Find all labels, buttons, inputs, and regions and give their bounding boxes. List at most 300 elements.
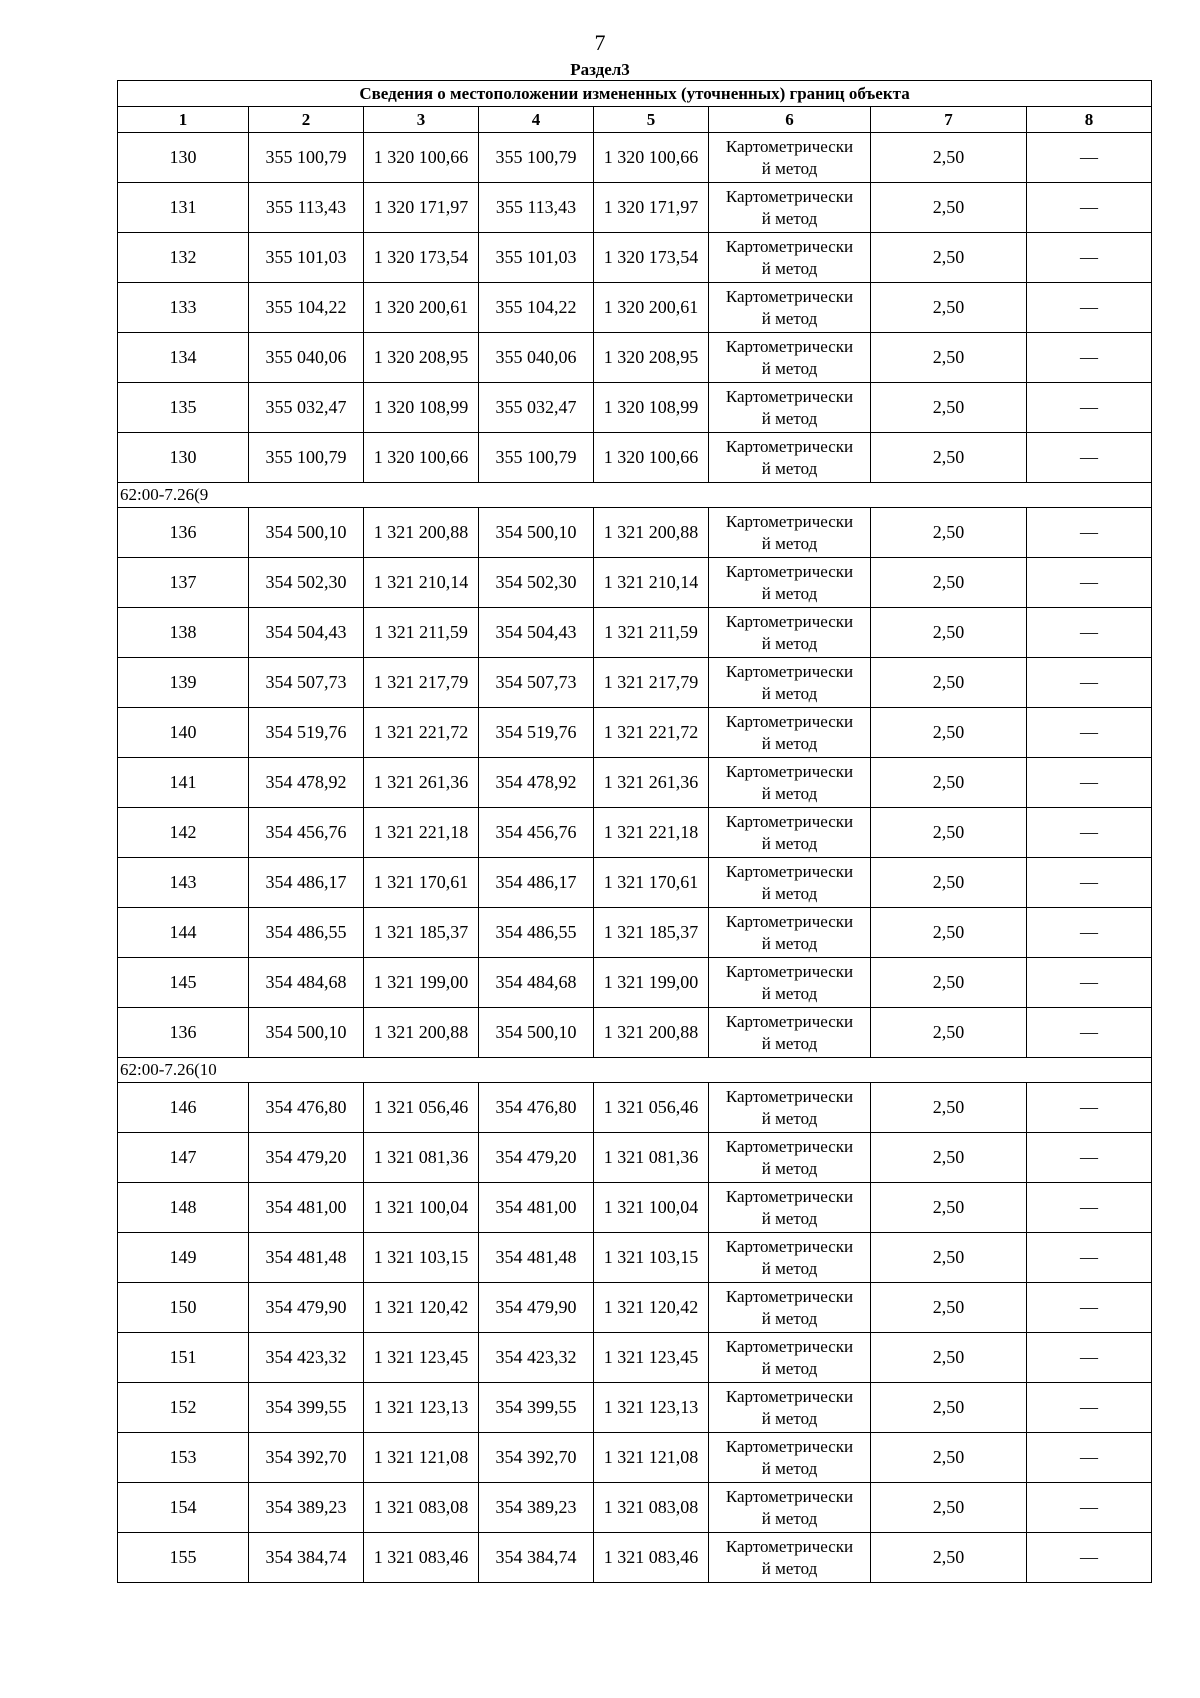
method-line1: Картометрически bbox=[725, 1336, 854, 1356]
point-number-cell: 146 bbox=[118, 1083, 249, 1133]
y-existing-cell: 1 320 108,99 bbox=[364, 383, 479, 433]
x-new-cell: 354 399,55 bbox=[479, 1383, 594, 1433]
y-new-cell: 1 321 120,42 bbox=[594, 1283, 709, 1333]
method-cell bbox=[709, 958, 871, 1008]
table-row bbox=[118, 658, 1152, 708]
x-existing-cell: 355 040,06 bbox=[249, 333, 364, 383]
method-cell bbox=[709, 1433, 871, 1483]
table-row bbox=[118, 708, 1152, 758]
description-cell: — bbox=[1027, 1383, 1152, 1433]
accuracy-cell: 2,50 bbox=[871, 1383, 1027, 1433]
method-cell bbox=[709, 433, 871, 483]
method-line1: Картометрически bbox=[725, 1236, 854, 1256]
y-new-cell: 1 321 185,37 bbox=[594, 908, 709, 958]
method-line2: й метод bbox=[761, 583, 818, 603]
x-new-cell: 354 456,76 bbox=[479, 808, 594, 858]
method-line1: Картометрически bbox=[725, 1186, 854, 1206]
x-new-cell: 354 476,80 bbox=[479, 1083, 594, 1133]
y-existing-cell: 1 321 185,37 bbox=[364, 908, 479, 958]
x-new-cell: 354 384,74 bbox=[479, 1533, 594, 1583]
y-new-cell: 1 321 100,04 bbox=[594, 1183, 709, 1233]
accuracy-cell: 2,50 bbox=[871, 1083, 1027, 1133]
method-line2: й метод bbox=[761, 258, 818, 278]
method-line2: й метод bbox=[761, 408, 818, 428]
method-line1: Картометрически bbox=[725, 911, 854, 931]
table-row bbox=[118, 433, 1152, 483]
x-new-cell: 354 486,17 bbox=[479, 858, 594, 908]
accuracy-cell: 2,50 bbox=[871, 133, 1027, 183]
y-existing-cell: 1 321 121,08 bbox=[364, 1433, 479, 1483]
method-cell bbox=[709, 858, 871, 908]
method-cell bbox=[709, 383, 871, 433]
point-number-cell: 138 bbox=[118, 608, 249, 658]
table-row bbox=[118, 233, 1152, 283]
y-new-cell: 1 320 171,97 bbox=[594, 183, 709, 233]
y-existing-cell: 1 321 199,00 bbox=[364, 958, 479, 1008]
table-row bbox=[118, 383, 1152, 433]
point-number-cell: 145 bbox=[118, 958, 249, 1008]
y-new-cell: 1 321 103,15 bbox=[594, 1233, 709, 1283]
method-cell bbox=[709, 183, 871, 233]
table-row bbox=[118, 1233, 1152, 1283]
method-line1: Картометрически bbox=[725, 136, 854, 156]
method-line2: й метод bbox=[761, 883, 818, 903]
method-line2: й метод bbox=[761, 1508, 818, 1528]
description-cell: — bbox=[1027, 958, 1152, 1008]
accuracy-cell: 2,50 bbox=[871, 183, 1027, 233]
x-new-cell: 354 479,20 bbox=[479, 1133, 594, 1183]
table-row bbox=[118, 1333, 1152, 1383]
method-cell bbox=[709, 1533, 871, 1583]
method-cell bbox=[709, 283, 871, 333]
y-new-cell: 1 320 208,95 bbox=[594, 333, 709, 383]
method-cell bbox=[709, 1133, 871, 1183]
method-cell bbox=[709, 1333, 871, 1383]
point-number-cell: 136 bbox=[118, 508, 249, 558]
group-header-row bbox=[118, 483, 1152, 508]
y-new-cell: 1 321 083,46 bbox=[594, 1533, 709, 1583]
x-new-cell: 354 389,23 bbox=[479, 1483, 594, 1533]
y-new-cell: 1 320 200,61 bbox=[594, 283, 709, 333]
x-existing-cell: 354 389,23 bbox=[249, 1483, 364, 1533]
description-cell: — bbox=[1027, 383, 1152, 433]
method-cell bbox=[709, 708, 871, 758]
y-new-cell: 1 321 261,36 bbox=[594, 758, 709, 808]
x-new-cell: 354 481,00 bbox=[479, 1183, 594, 1233]
x-existing-cell: 355 113,43 bbox=[249, 183, 364, 233]
method-line1: Картометрически bbox=[725, 236, 854, 256]
method-line1: Картометрически bbox=[725, 1386, 854, 1406]
point-number-cell: 139 bbox=[118, 658, 249, 708]
column-number: 7 bbox=[871, 107, 1027, 133]
point-number-cell: 140 bbox=[118, 708, 249, 758]
description-cell: — bbox=[1027, 1133, 1152, 1183]
y-new-cell: 1 321 211,59 bbox=[594, 608, 709, 658]
description-cell: — bbox=[1027, 433, 1152, 483]
description-cell: — bbox=[1027, 1333, 1152, 1383]
group-label: 62:00-7.26(9 bbox=[118, 483, 1152, 508]
y-new-cell: 1 321 200,88 bbox=[594, 1008, 709, 1058]
method-line1: Картометрически bbox=[725, 961, 854, 981]
point-number-cell: 141 bbox=[118, 758, 249, 808]
method-line1: Картометрически bbox=[725, 661, 854, 681]
x-existing-cell: 355 100,79 bbox=[249, 133, 364, 183]
table-row bbox=[118, 858, 1152, 908]
y-existing-cell: 1 321 170,61 bbox=[364, 858, 479, 908]
method-line1: Картометрически bbox=[725, 186, 854, 206]
x-new-cell: 354 507,73 bbox=[479, 658, 594, 708]
x-existing-cell: 354 507,73 bbox=[249, 658, 364, 708]
column-number: 1 bbox=[118, 107, 249, 133]
accuracy-cell: 2,50 bbox=[871, 1008, 1027, 1058]
description-cell: — bbox=[1027, 508, 1152, 558]
y-new-cell: 1 320 173,54 bbox=[594, 233, 709, 283]
description-cell: — bbox=[1027, 183, 1152, 233]
method-line2: й метод bbox=[761, 358, 818, 378]
table-row bbox=[118, 808, 1152, 858]
y-new-cell: 1 321 217,79 bbox=[594, 658, 709, 708]
accuracy-cell: 2,50 bbox=[871, 1283, 1027, 1333]
y-existing-cell: 1 320 100,66 bbox=[364, 133, 479, 183]
method-line2: й метод bbox=[761, 983, 818, 1003]
x-existing-cell: 354 486,17 bbox=[249, 858, 364, 908]
table-row bbox=[118, 1283, 1152, 1333]
column-number: 3 bbox=[364, 107, 479, 133]
x-existing-cell: 354 500,10 bbox=[249, 508, 364, 558]
section-title: Раздел3 bbox=[570, 60, 630, 79]
table-row bbox=[118, 508, 1152, 558]
method-line1: Картометрически bbox=[725, 1486, 854, 1506]
method-line1: Картометрически bbox=[725, 1136, 854, 1156]
point-number-cell: 132 bbox=[118, 233, 249, 283]
description-cell: — bbox=[1027, 333, 1152, 383]
method-line2: й метод bbox=[761, 1458, 818, 1478]
y-new-cell: 1 321 170,61 bbox=[594, 858, 709, 908]
y-existing-cell: 1 321 120,42 bbox=[364, 1283, 479, 1333]
accuracy-cell: 2,50 bbox=[871, 1183, 1027, 1233]
y-new-cell: 1 321 081,36 bbox=[594, 1133, 709, 1183]
description-cell: — bbox=[1027, 608, 1152, 658]
y-existing-cell: 1 320 173,54 bbox=[364, 233, 479, 283]
table-row bbox=[118, 608, 1152, 658]
method-line2: й метод bbox=[761, 633, 818, 653]
x-new-cell: 354 478,92 bbox=[479, 758, 594, 808]
method-line1: Картометрически bbox=[725, 511, 854, 531]
description-cell: — bbox=[1027, 808, 1152, 858]
table-row bbox=[118, 1433, 1152, 1483]
point-number-cell: 135 bbox=[118, 383, 249, 433]
description-cell: — bbox=[1027, 133, 1152, 183]
accuracy-cell: 2,50 bbox=[871, 1333, 1027, 1383]
y-new-cell: 1 321 121,08 bbox=[594, 1433, 709, 1483]
method-line1: Картометрически bbox=[725, 386, 854, 406]
y-new-cell: 1 320 100,66 bbox=[594, 433, 709, 483]
x-new-cell: 355 104,22 bbox=[479, 283, 594, 333]
x-existing-cell: 354 456,76 bbox=[249, 808, 364, 858]
x-new-cell: 354 500,10 bbox=[479, 508, 594, 558]
y-existing-cell: 1 320 100,66 bbox=[364, 433, 479, 483]
x-new-cell: 355 101,03 bbox=[479, 233, 594, 283]
y-existing-cell: 1 321 083,46 bbox=[364, 1533, 479, 1583]
x-new-cell: 354 392,70 bbox=[479, 1433, 594, 1483]
description-cell: — bbox=[1027, 283, 1152, 333]
y-new-cell: 1 321 221,72 bbox=[594, 708, 709, 758]
x-existing-cell: 354 504,43 bbox=[249, 608, 364, 658]
table-row bbox=[118, 283, 1152, 333]
point-number-cell: 144 bbox=[118, 908, 249, 958]
x-new-cell: 355 032,47 bbox=[479, 383, 594, 433]
accuracy-cell: 2,50 bbox=[871, 708, 1027, 758]
y-new-cell: 1 321 221,18 bbox=[594, 808, 709, 858]
method-cell bbox=[709, 133, 871, 183]
point-number-cell: 133 bbox=[118, 283, 249, 333]
x-existing-cell: 354 500,10 bbox=[249, 1008, 364, 1058]
method-line1: Картометрически bbox=[725, 436, 854, 456]
x-existing-cell: 354 484,68 bbox=[249, 958, 364, 1008]
point-number-cell: 131 bbox=[118, 183, 249, 233]
accuracy-cell: 2,50 bbox=[871, 608, 1027, 658]
y-existing-cell: 1 321 217,79 bbox=[364, 658, 479, 708]
method-cell bbox=[709, 1283, 871, 1333]
method-cell bbox=[709, 558, 871, 608]
x-existing-cell: 355 101,03 bbox=[249, 233, 364, 283]
method-cell bbox=[709, 1383, 871, 1433]
method-line1: Картометрически bbox=[725, 1436, 854, 1456]
method-cell bbox=[709, 808, 871, 858]
method-line1: Картометрически bbox=[725, 1286, 854, 1306]
x-existing-cell: 355 032,47 bbox=[249, 383, 364, 433]
method-cell bbox=[709, 233, 871, 283]
accuracy-cell: 2,50 bbox=[871, 333, 1027, 383]
y-new-cell: 1 321 199,00 bbox=[594, 958, 709, 1008]
y-existing-cell: 1 320 200,61 bbox=[364, 283, 479, 333]
accuracy-cell: 2,50 bbox=[871, 233, 1027, 283]
method-line1: Картометрически bbox=[725, 286, 854, 306]
x-new-cell: 354 502,30 bbox=[479, 558, 594, 608]
y-existing-cell: 1 320 171,97 bbox=[364, 183, 479, 233]
point-number-cell: 152 bbox=[118, 1383, 249, 1433]
description-cell: — bbox=[1027, 1283, 1152, 1333]
description-cell: — bbox=[1027, 1183, 1152, 1233]
point-number-cell: 143 bbox=[118, 858, 249, 908]
method-line1: Картометрически bbox=[725, 1011, 854, 1031]
accuracy-cell: 2,50 bbox=[871, 1433, 1027, 1483]
method-line2: й метод bbox=[761, 1258, 818, 1278]
description-cell: — bbox=[1027, 1433, 1152, 1483]
x-existing-cell: 355 104,22 bbox=[249, 283, 364, 333]
method-line2: й метод bbox=[761, 933, 818, 953]
point-number-cell: 136 bbox=[118, 1008, 249, 1058]
table-row bbox=[118, 333, 1152, 383]
description-cell: — bbox=[1027, 708, 1152, 758]
accuracy-cell: 2,50 bbox=[871, 658, 1027, 708]
x-existing-cell: 354 519,76 bbox=[249, 708, 364, 758]
y-new-cell: 1 321 200,88 bbox=[594, 508, 709, 558]
method-cell bbox=[709, 908, 871, 958]
accuracy-cell: 2,50 bbox=[871, 758, 1027, 808]
x-new-cell: 354 500,10 bbox=[479, 1008, 594, 1058]
x-existing-cell: 354 478,92 bbox=[249, 758, 364, 808]
accuracy-cell: 2,50 bbox=[871, 858, 1027, 908]
accuracy-cell: 2,50 bbox=[871, 1233, 1027, 1283]
y-new-cell: 1 320 108,99 bbox=[594, 383, 709, 433]
point-number-cell: 130 bbox=[118, 133, 249, 183]
x-new-cell: 354 486,55 bbox=[479, 908, 594, 958]
point-number-cell: 142 bbox=[118, 808, 249, 858]
table-row bbox=[118, 1483, 1152, 1533]
x-existing-cell: 354 486,55 bbox=[249, 908, 364, 958]
x-existing-cell: 354 384,74 bbox=[249, 1533, 364, 1583]
method-line2: й метод bbox=[761, 733, 818, 753]
method-line2: й метод bbox=[761, 308, 818, 328]
y-new-cell: 1 321 123,13 bbox=[594, 1383, 709, 1433]
description-cell: — bbox=[1027, 1483, 1152, 1533]
point-number-cell: 148 bbox=[118, 1183, 249, 1233]
table-row bbox=[118, 1383, 1152, 1433]
method-cell bbox=[709, 1183, 871, 1233]
y-existing-cell: 1 321 083,08 bbox=[364, 1483, 479, 1533]
x-new-cell: 354 423,32 bbox=[479, 1333, 594, 1383]
column-number: 2 bbox=[249, 107, 364, 133]
y-existing-cell: 1 321 221,18 bbox=[364, 808, 479, 858]
method-line1: Картометрически bbox=[725, 561, 854, 581]
accuracy-cell: 2,50 bbox=[871, 508, 1027, 558]
coordinates-table bbox=[117, 80, 1152, 1583]
point-number-cell: 147 bbox=[118, 1133, 249, 1183]
method-line2: й метод bbox=[761, 783, 818, 803]
x-new-cell: 354 479,90 bbox=[479, 1283, 594, 1333]
column-number: 8 bbox=[1027, 107, 1152, 133]
method-cell bbox=[709, 1083, 871, 1133]
y-new-cell: 1 321 056,46 bbox=[594, 1083, 709, 1133]
y-existing-cell: 1 321 200,88 bbox=[364, 1008, 479, 1058]
method-line2: й метод bbox=[761, 458, 818, 478]
accuracy-cell: 2,50 bbox=[871, 383, 1027, 433]
method-line2: й метод bbox=[761, 1308, 818, 1328]
table-row bbox=[118, 558, 1152, 608]
y-new-cell: 1 321 123,45 bbox=[594, 1333, 709, 1383]
x-existing-cell: 354 502,30 bbox=[249, 558, 364, 608]
group-label: 62:00-7.26(10 bbox=[118, 1058, 1152, 1083]
y-existing-cell: 1 320 208,95 bbox=[364, 333, 479, 383]
y-existing-cell: 1 321 210,14 bbox=[364, 558, 479, 608]
table-caption: Сведения о местоположении измененных (уточненных) границ объекта bbox=[118, 81, 1152, 107]
x-new-cell: 354 519,76 bbox=[479, 708, 594, 758]
accuracy-cell: 2,50 bbox=[871, 1483, 1027, 1533]
point-number-cell: 149 bbox=[118, 1233, 249, 1283]
y-existing-cell: 1 321 103,15 bbox=[364, 1233, 479, 1283]
method-line1: Картометрически bbox=[725, 611, 854, 631]
accuracy-cell: 2,50 bbox=[871, 1533, 1027, 1583]
method-line2: й метод bbox=[761, 1033, 818, 1053]
method-cell bbox=[709, 508, 871, 558]
point-number-cell: 134 bbox=[118, 333, 249, 383]
table-row bbox=[118, 1533, 1152, 1583]
x-new-cell: 355 040,06 bbox=[479, 333, 594, 383]
method-line2: й метод bbox=[761, 1558, 818, 1578]
point-number-cell: 153 bbox=[118, 1433, 249, 1483]
method-cell bbox=[709, 333, 871, 383]
table-row bbox=[118, 183, 1152, 233]
column-number: 5 bbox=[594, 107, 709, 133]
method-line1: Картометрически bbox=[725, 336, 854, 356]
x-existing-cell: 354 481,00 bbox=[249, 1183, 364, 1233]
page-number: 7 bbox=[594, 30, 606, 55]
y-new-cell: 1 321 083,08 bbox=[594, 1483, 709, 1533]
table-row bbox=[118, 1083, 1152, 1133]
x-existing-cell: 354 423,32 bbox=[249, 1333, 364, 1383]
method-cell bbox=[709, 658, 871, 708]
method-cell bbox=[709, 1233, 871, 1283]
accuracy-cell: 2,50 bbox=[871, 558, 1027, 608]
x-existing-cell: 354 399,55 bbox=[249, 1383, 364, 1433]
x-new-cell: 354 504,43 bbox=[479, 608, 594, 658]
x-existing-cell: 354 481,48 bbox=[249, 1233, 364, 1283]
method-line2: й метод bbox=[761, 683, 818, 703]
x-new-cell: 355 100,79 bbox=[479, 133, 594, 183]
y-existing-cell: 1 321 211,59 bbox=[364, 608, 479, 658]
method-line2: й метод bbox=[761, 1208, 818, 1228]
method-line2: й метод bbox=[761, 208, 818, 228]
group-header-row bbox=[118, 1058, 1152, 1083]
point-number-cell: 154 bbox=[118, 1483, 249, 1533]
y-existing-cell: 1 321 100,04 bbox=[364, 1183, 479, 1233]
accuracy-cell: 2,50 bbox=[871, 908, 1027, 958]
table-row bbox=[118, 1183, 1152, 1233]
table-row bbox=[118, 958, 1152, 1008]
description-cell: — bbox=[1027, 1533, 1152, 1583]
description-cell: — bbox=[1027, 758, 1152, 808]
point-number-cell: 130 bbox=[118, 433, 249, 483]
method-cell bbox=[709, 758, 871, 808]
method-line2: й метод bbox=[761, 158, 818, 178]
accuracy-cell: 2,50 bbox=[871, 433, 1027, 483]
method-cell bbox=[709, 1483, 871, 1533]
description-cell: — bbox=[1027, 233, 1152, 283]
x-new-cell: 355 100,79 bbox=[479, 433, 594, 483]
x-new-cell: 355 113,43 bbox=[479, 183, 594, 233]
y-existing-cell: 1 321 123,45 bbox=[364, 1333, 479, 1383]
accuracy-cell: 2,50 bbox=[871, 1133, 1027, 1183]
y-existing-cell: 1 321 081,36 bbox=[364, 1133, 479, 1183]
method-line1: Картометрически bbox=[725, 711, 854, 731]
y-new-cell: 1 320 100,66 bbox=[594, 133, 709, 183]
method-line1: Картометрически bbox=[725, 811, 854, 831]
description-cell: — bbox=[1027, 658, 1152, 708]
point-number-cell: 151 bbox=[118, 1333, 249, 1383]
x-existing-cell: 354 476,80 bbox=[249, 1083, 364, 1133]
method-line2: й метод bbox=[761, 833, 818, 853]
x-existing-cell: 354 392,70 bbox=[249, 1433, 364, 1483]
description-cell: — bbox=[1027, 558, 1152, 608]
y-existing-cell: 1 321 221,72 bbox=[364, 708, 479, 758]
description-cell: — bbox=[1027, 1233, 1152, 1283]
table-row bbox=[118, 133, 1152, 183]
column-number: 6 bbox=[709, 107, 871, 133]
x-existing-cell: 354 479,20 bbox=[249, 1133, 364, 1183]
accuracy-cell: 2,50 bbox=[871, 958, 1027, 1008]
method-cell bbox=[709, 608, 871, 658]
table-row bbox=[118, 908, 1152, 958]
method-line2: й метод bbox=[761, 1108, 818, 1128]
y-new-cell: 1 321 210,14 bbox=[594, 558, 709, 608]
point-number-cell: 155 bbox=[118, 1533, 249, 1583]
point-number-cell: 137 bbox=[118, 558, 249, 608]
y-existing-cell: 1 321 123,13 bbox=[364, 1383, 479, 1433]
method-line1: Картометрически bbox=[725, 1086, 854, 1106]
point-number-cell: 150 bbox=[118, 1283, 249, 1333]
table-body bbox=[118, 133, 1152, 1583]
